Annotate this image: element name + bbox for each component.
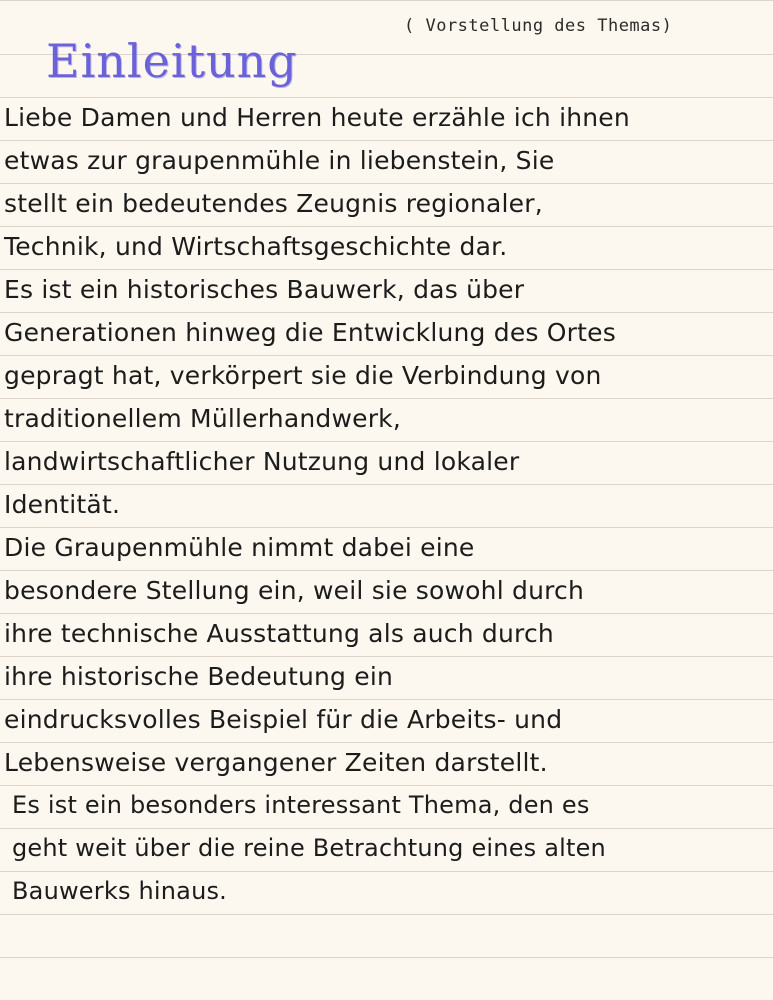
text-line: Liebe Damen und Herren heute erzähle ich ihnen <box>4 103 630 132</box>
page-title: Einleitung <box>46 34 298 88</box>
page-subtitle: ( Vorstellung des Themas) <box>404 16 673 36</box>
text-line: etwas zur graupenmühle in liebenstein, Sie <box>4 146 555 175</box>
text-line: Generationen hinweg die Entwicklung des Ortes <box>4 318 616 347</box>
text-line: landwirtschaftlicher Nutzung und lokaler <box>4 447 520 476</box>
text-line: geht weit über die reine Betrachtung eines alten <box>12 834 606 862</box>
body-text <box>0 96 773 913</box>
text-line: Identität. <box>4 490 121 519</box>
text-line: Technik, und Wirtschaftsgeschichte dar. <box>4 232 508 261</box>
text-line: ihre historische Bedeutung ein <box>4 662 394 691</box>
text-line: Es ist ein besonders interessant Thema, den es <box>12 791 590 819</box>
text-line: Lebensweise vergangener Zeiten darstellt. <box>4 748 548 777</box>
text-line: besondere Stellung ein, weil sie sowohl durch <box>4 576 585 605</box>
text-line: traditionellem Müllerhandwerk, <box>4 404 401 433</box>
text-line: ihre technische Ausstattung als auch durch <box>4 619 554 648</box>
text-line: Bauwerks hinaus. <box>12 877 228 905</box>
text-line: Die Graupenmühle nimmt dabei eine <box>4 533 475 562</box>
text-line: stellt ein bedeutendes Zeugnis regionaler, <box>4 189 543 218</box>
text-line: gepragt hat, verkörpert sie die Verbindung von <box>4 361 602 390</box>
text-line: Es ist ein historisches Bauwerk, das über <box>4 275 525 304</box>
text-line: eindrucksvolles Beispiel für die Arbeits- und <box>4 705 563 734</box>
